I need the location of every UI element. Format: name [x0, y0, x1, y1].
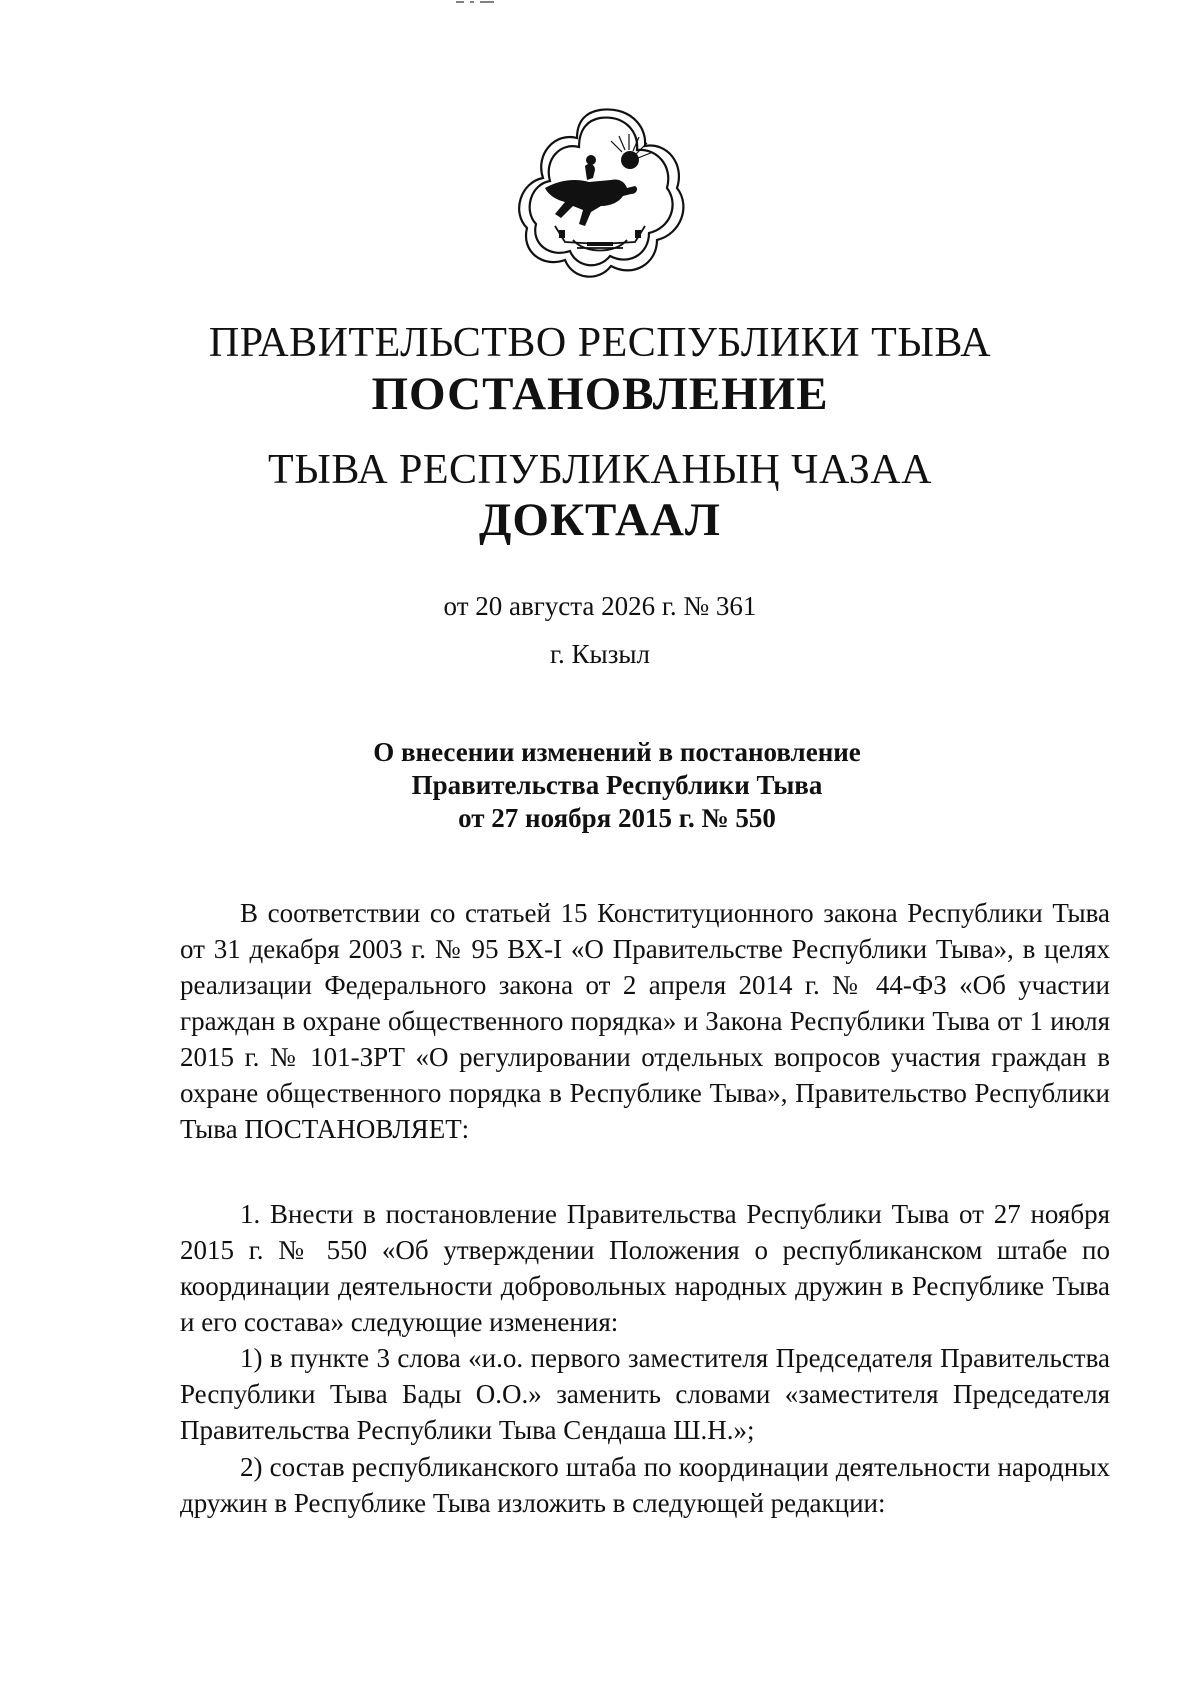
government-name-tyvan: ТЫВА РЕСПУБЛИКАНЫҢ ЧАЗАА — [268, 447, 932, 493]
title-line: от 27 ноября 2015 г. № 550 — [458, 803, 776, 833]
government-name: ПРАВИТЕЛЬСТВО РЕСПУБЛИКИ ТЫВА — [208, 320, 992, 366]
document-city: г. Кызыл — [550, 639, 650, 669]
paragraph-text: 1. Внести в постановление Правительства Республики Тыва от 27 ноября 2015 г. № 550 «Об утверждении Положения о республиканском штабе по координации деятельности добровольных народных дружин в Республике Тыва и его состава» следующие изменения: — [180, 1199, 1110, 1337]
paragraph-text: 1) в пункте 3 слова «и.о. первого заместителя Председателя Правительства Республики Тыва Бады О.О.» заменить словами «заместителя Председателя Правительства Республики Тыва Сендаша Ш.Н.»; — [180, 1343, 1110, 1445]
title-line: О внесении изменений в постановление — [373, 737, 861, 767]
paragraph-text: В соответствии со статьей 15 Конституционного закона Республики Тыва от 31 декабря 2003 г. № 95 ВХ-I «О Правительстве Республики Тыва», в целях реализации Федерального закона от 2 апреля 2014 г. № 44-ФЗ «Об участии граждан в охране общественного порядка» и Закона Республики Тыва от 1 июля 2015 г. № 101-ЗРТ «О регулировании отдельных вопросов участия граждан в охране общественного порядка в Республике Тыва», Правительство Республики Тыва ПОСТАНОВЛЯЕТ: — [180, 898, 1110, 1144]
title-line: Правительства Республики Тыва — [411, 770, 823, 800]
document-type: ПОСТАНОВЛЕНИЕ — [371, 368, 829, 420]
item-1-paragraph — [180, 1196, 1110, 1340]
document-type-tyvan: ДОКТААЛ — [479, 494, 721, 546]
document-date-number: от 20 августа 2026 г. № 361 — [443, 591, 757, 621]
tyva-emblem-icon — [515, 102, 685, 280]
paragraph-text: 2) состав республиканского штаба по координации деятельности народных дружин в Республике Тыва изложить в следующей редакции: — [180, 1452, 1110, 1518]
preamble-paragraph — [180, 895, 1110, 1147]
subitem-2-paragraph — [180, 1449, 1110, 1521]
subitem-1-paragraph — [180, 1340, 1110, 1448]
document-title — [0, 736, 1200, 835]
scan-artifact — [456, 0, 496, 4]
